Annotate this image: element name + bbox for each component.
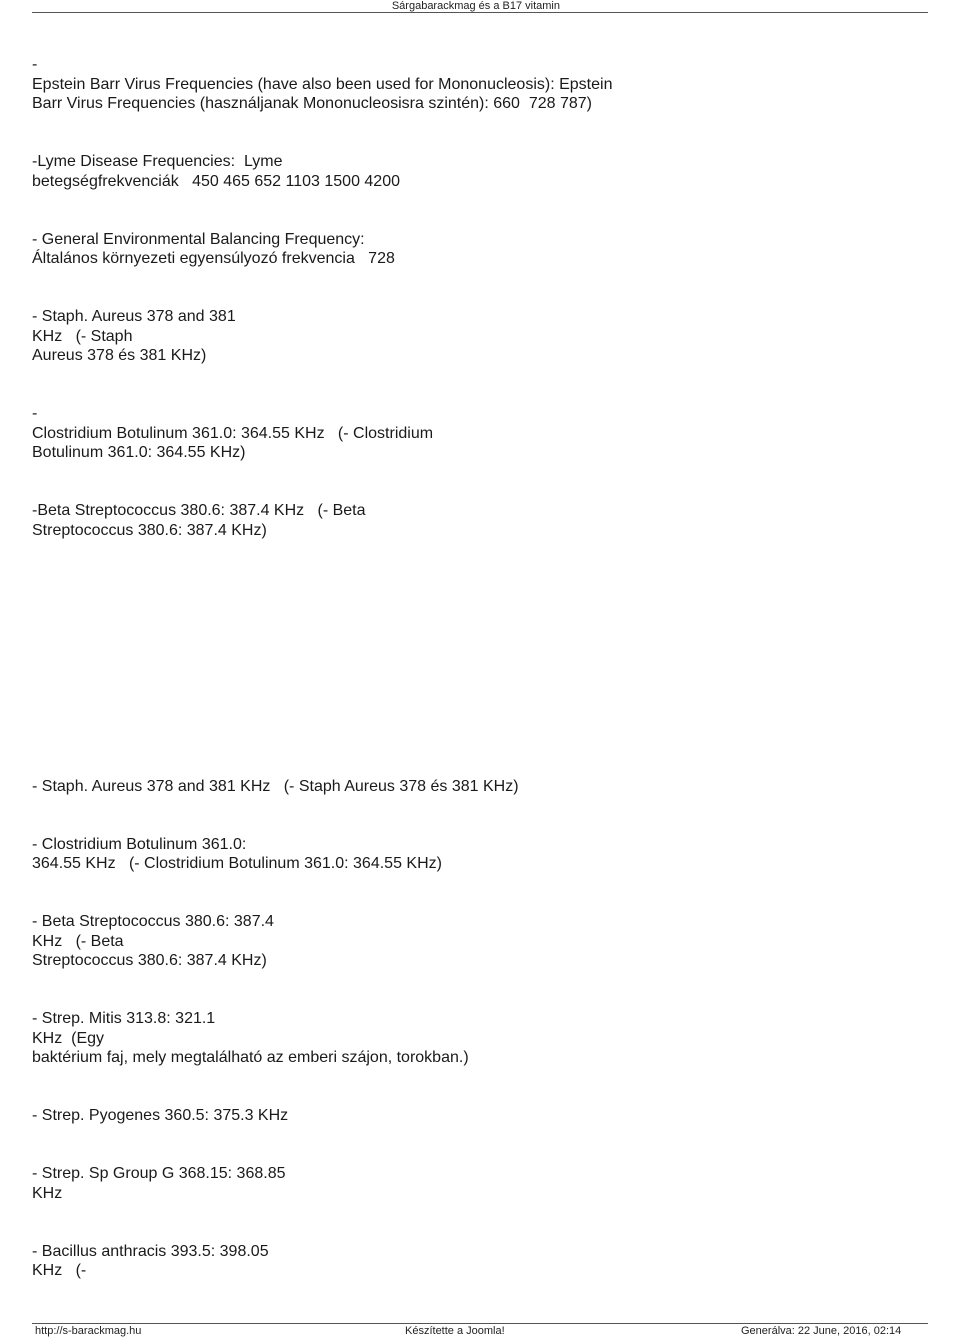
text-line: - [32, 56, 38, 73]
text-line: - Bacillus anthracis 393.5: 398.05 [32, 1242, 269, 1260]
text-line: - Beta Streptococcus 380.6: 387.4 [32, 913, 274, 930]
paragraph-beta-strep [32, 501, 912, 540]
paragraph-bacillus-anthracis [32, 1242, 912, 1281]
footer-url-link[interactable]: http://s-barackmag.hu [35, 1325, 142, 1337]
header-divider [32, 12, 928, 13]
footer-generated-date: Generálva: 22 June, 2016, 02:14 [741, 1325, 902, 1337]
text-line: Clostridium Botulinum 361.0: 364.55 KHz (- Clostridium [32, 424, 434, 442]
paragraph-environmental [32, 230, 912, 269]
paragraph-clostridium [32, 404, 912, 463]
text-line: - Clostridium Botulinum 361.0: [32, 835, 247, 853]
paragraph-staph-aureus [32, 307, 912, 366]
text-line: Botulinum 361.0: 364.55 KHz) [32, 444, 246, 461]
text-line: - Strep. Mitis 313.8: 321.1 [32, 1010, 216, 1027]
text-line: -Beta Streptococcus 380.6: 387.4 KHz (- Beta [32, 502, 366, 519]
paragraph-beta-strep-2 [32, 912, 912, 971]
text-line: KHz (- Staph [32, 327, 133, 345]
footer-made-by: Készítette a Joomla! [405, 1325, 505, 1337]
article-content [32, 55, 912, 1319]
text-line: - Strep. Pyogenes 360.5: 375.3 KHz [32, 1107, 289, 1124]
text-line: 364.55 KHz (- Clostridium Botulinum 361.0: 364.55 KHz) [32, 855, 442, 872]
text-line: - Staph. Aureus 378 and 381 [32, 308, 236, 325]
paragraph-strep-group-g [32, 1164, 912, 1203]
text-line: KHz (- Beta [32, 932, 124, 950]
text-line: baktérium faj, mely megtalálható az emberi szájon, torokban.) [32, 1049, 469, 1066]
paragraph-epstein-barr [32, 55, 912, 114]
text-line: Aureus 378 és 381 KHz) [32, 347, 207, 364]
paragraph-strep-mitis [32, 1009, 912, 1068]
text-line: betegségfrekvenciák 450 465 652 1103 1500 4200 [32, 172, 400, 190]
text-line: KHz (- [32, 1262, 87, 1279]
paragraph-strep-pyogenes [32, 1106, 912, 1126]
footer-divider [32, 1323, 928, 1324]
text-line: KHz (Egy [32, 1029, 105, 1047]
text-line: Epstein Barr Virus Frequencies (have also been used for Mononucleosis): Epstein [32, 75, 613, 93]
paragraph-lyme [32, 152, 912, 191]
page-header-title: Sárgabarackmag és a B17 vitamin [391, 0, 560, 12]
paragraph-staph-aureus-2 [32, 777, 912, 797]
text-line: -Lyme Disease Frequencies: Lyme [32, 153, 283, 170]
text-line: - General Environmental Balancing Frequency: [32, 230, 365, 248]
text-line: Streptococcus 380.6: 387.4 KHz) [32, 521, 267, 539]
text-line: Streptococcus 380.6: 387.4 KHz) [32, 952, 267, 969]
paragraph-clostridium-2 [32, 835, 912, 874]
text-line: Általános környezeti egyensúlyozó frekvencia 728 [32, 250, 395, 267]
text-line: - [32, 405, 38, 422]
text-line: KHz [32, 1184, 63, 1202]
blank-space [32, 579, 912, 777]
text-line: - Staph. Aureus 378 and 381 KHz (- Staph Aureus 378 és 381 KHz) [32, 777, 519, 795]
text-line: - Strep. Sp Group G 368.15: 368.85 [32, 1165, 286, 1182]
text-line: Barr Virus Frequencies (használjanak Mononucleosisra szintén): 660 728 787) [32, 95, 593, 112]
